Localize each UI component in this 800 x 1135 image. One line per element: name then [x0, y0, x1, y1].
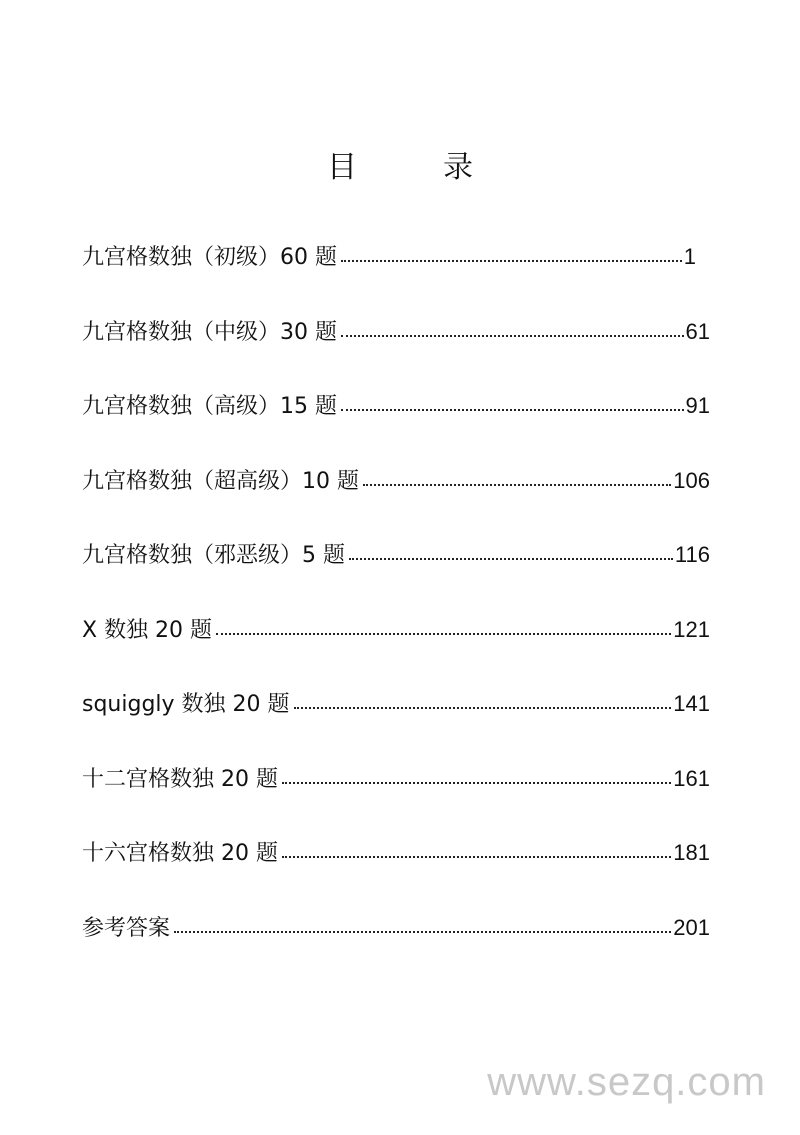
toc-entry-page: 106 — [673, 467, 710, 493]
toc-entry-page: 141 — [673, 691, 710, 716]
toc-entry-label: 九宫格数独（初级）60 题 — [82, 245, 337, 270]
toc-leader-dots — [341, 242, 682, 264]
toc-entry-page: 121 — [673, 616, 710, 642]
toc-entry-page: 201 — [673, 914, 710, 940]
toc-entry-page: 91 — [685, 393, 710, 418]
page-title: 目 录 — [327, 150, 501, 185]
toc-entry-label: 九宫格数独（邪恶级）5 题 — [82, 543, 345, 568]
table-of-contents — [82, 236, 710, 981]
toc-entry-label: 参考答案 — [82, 915, 171, 941]
toc-leader-dots — [363, 466, 671, 488]
toc-leader-dots — [349, 540, 673, 562]
toc-leader-dots — [282, 838, 671, 860]
toc-leader-dots — [341, 391, 684, 413]
toc-entry-page: 181 — [673, 840, 710, 865]
toc-entry-12x12-sudoku[interactable] — [82, 758, 710, 833]
toc-entry-label: X 数独 20 题 — [82, 617, 213, 643]
toc-entry-answers[interactable] — [82, 907, 710, 982]
toc-leader-dots — [341, 317, 684, 339]
toc-entry-intermediate[interactable] — [82, 311, 710, 386]
toc-entry-page: 1 — [683, 244, 696, 269]
toc-entry-label: 十二宫格数独 20 题 — [82, 766, 278, 792]
toc-entry-label: squiggly 数独 20 题 — [82, 692, 290, 717]
toc-entry-16x16-sudoku[interactable] — [82, 832, 710, 907]
toc-entry-page: 61 — [685, 318, 710, 344]
toc-entry-evil[interactable] — [82, 534, 710, 609]
toc-leader-dots — [174, 913, 671, 935]
toc-entry-label: 十六宫格数独 20 题 — [82, 841, 278, 866]
toc-entry-beginner[interactable] — [82, 236, 710, 311]
toc-entry-page: 161 — [673, 765, 710, 791]
toc-leader-dots — [294, 689, 672, 711]
watermark-text: www.sezq.com — [487, 1060, 766, 1104]
toc-entry-advanced[interactable] — [82, 385, 710, 460]
toc-entry-label: 九宫格数独（超高级）10 题 — [82, 468, 359, 494]
toc-entry-label: 九宫格数独（中级）30 题 — [82, 319, 337, 345]
toc-entry-x-sudoku[interactable] — [82, 609, 710, 684]
toc-leader-dots — [216, 615, 671, 637]
toc-entry-page: 116 — [674, 542, 710, 567]
toc-entry-label: 九宫格数独（高级）15 题 — [82, 394, 337, 419]
toc-leader-dots — [282, 764, 671, 786]
toc-entry-expert[interactable] — [82, 460, 710, 535]
toc-entry-squiggly-sudoku[interactable] — [82, 683, 710, 758]
